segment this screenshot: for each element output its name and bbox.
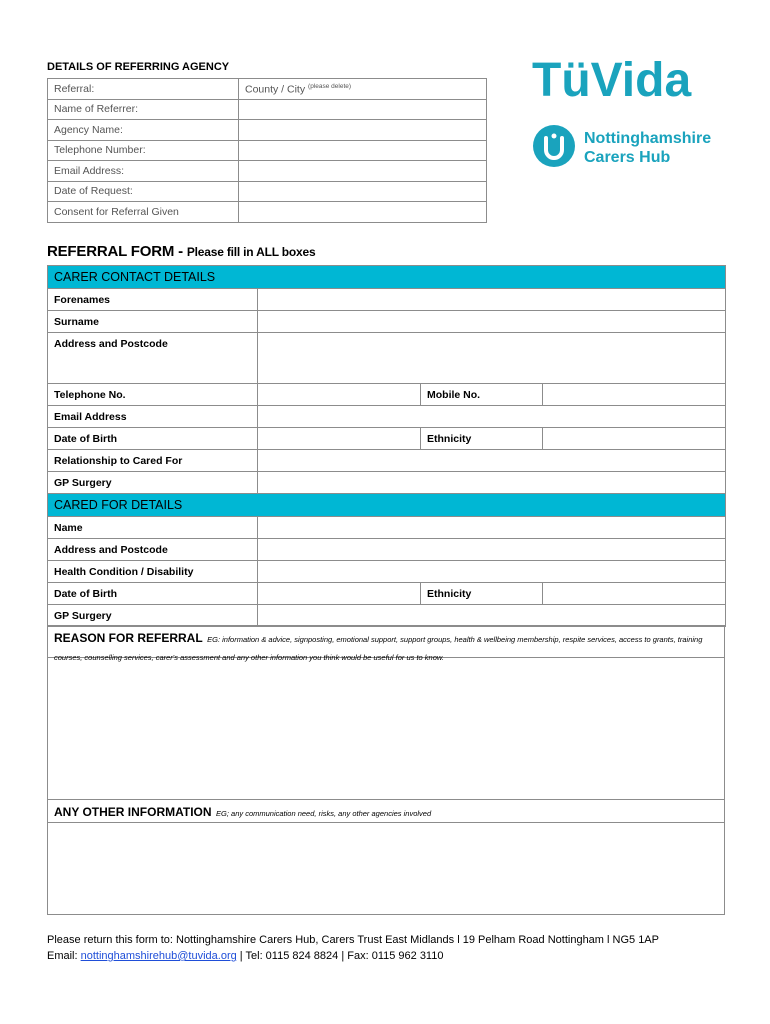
other-info-hint: EG; any communication need, risks, any other agencies involved xyxy=(216,809,432,818)
carer-ethnicity-field[interactable] xyxy=(543,428,726,450)
form-title-sub: Please fill in ALL boxes xyxy=(186,245,316,259)
carers-hub-logo xyxy=(532,122,732,172)
other-info-title: ANY OTHER INFORMATION xyxy=(54,805,212,819)
cared-address-label: Address and Postcode xyxy=(48,539,258,561)
other-info-header xyxy=(48,800,724,823)
hub-name-line2: Carers Hub xyxy=(584,149,671,166)
table-row xyxy=(48,99,487,120)
reason-section xyxy=(47,625,725,800)
carer-section-header: CARER CONTACT DETAILS xyxy=(48,266,726,289)
reason-header xyxy=(48,626,724,662)
referral-value: County / City xyxy=(245,83,306,95)
reason-textarea[interactable] xyxy=(48,658,724,799)
table-row xyxy=(48,202,487,223)
referral-label: Referral: xyxy=(48,79,239,100)
carer-telephone-field[interactable] xyxy=(258,384,421,406)
return-address: Please return this form to: Nottinghamshire Carers Hub, Carers Trust East Midlands l 19 Pelham Road Nottingham l NG5 1AP xyxy=(47,934,659,946)
table-row xyxy=(48,140,487,161)
cared-health-label: Health Condition / Disability xyxy=(48,561,258,583)
carer-forenames-field[interactable] xyxy=(258,289,726,311)
email-link[interactable]: nottinghamshirehub@tuvida.org xyxy=(80,950,237,962)
table-row xyxy=(48,181,487,202)
other-info-textarea[interactable] xyxy=(48,823,724,914)
email-field[interactable] xyxy=(239,161,487,182)
consent-label: Consent for Referral Given xyxy=(48,202,239,223)
agency-table xyxy=(47,78,487,223)
footer xyxy=(47,932,659,964)
referrer-name-label: Name of Referrer: xyxy=(48,99,239,120)
carer-address-label: Address and Postcode xyxy=(48,333,258,384)
carer-forenames-label: Forenames xyxy=(48,289,258,311)
agency-heading: DETAILS OF REFERRING AGENCY xyxy=(47,61,230,73)
carer-mobile-field[interactable] xyxy=(543,384,726,406)
referral-field[interactable] xyxy=(239,79,487,100)
cared-dob-label: Date of Birth xyxy=(48,583,258,605)
cared-gp-label: GP Surgery xyxy=(48,605,258,627)
tuvida-wordmark: TüVida xyxy=(532,54,692,107)
carer-relationship-field[interactable] xyxy=(258,450,726,472)
other-info-section xyxy=(47,799,725,915)
cared-ethnicity-field[interactable] xyxy=(543,583,726,605)
email-label: Email Address: xyxy=(48,161,239,182)
carer-gp-field[interactable] xyxy=(258,472,726,494)
tuvida-logo xyxy=(532,50,722,110)
carer-dob-label: Date of Birth xyxy=(48,428,258,450)
carer-mobile-label: Mobile No. xyxy=(421,384,543,406)
hub-name-line1: Nottinghamshire xyxy=(584,130,712,147)
cared-ethnicity-label: Ethnicity xyxy=(421,583,543,605)
cared-name-field[interactable] xyxy=(258,517,726,539)
consent-field[interactable] xyxy=(239,202,487,223)
carer-email-label: Email Address xyxy=(48,406,258,428)
email-prefix: Email: xyxy=(47,950,78,962)
telephone-field[interactable] xyxy=(239,140,487,161)
phone-fax: | Tel: 0115 824 8824 | Fax: 0115 962 3110 xyxy=(239,950,444,962)
cared-name-label: Name xyxy=(48,517,258,539)
reason-hint: EG: information & advice, signposting, emotional support, support groups, health & wellbeing membership, respite services, access to grants, training courses, counselling services, carer's assessment and any other information you think would be useful for us to know. xyxy=(54,635,703,662)
carer-gp-label: GP Surgery xyxy=(48,472,258,494)
cared-dob-field[interactable] xyxy=(258,583,421,605)
referral-note: (please delete) xyxy=(308,82,352,90)
form-title-main: REFERRAL FORM - xyxy=(47,243,183,260)
agency-name-label: Agency Name: xyxy=(48,120,239,141)
telephone-label: Telephone Number: xyxy=(48,140,239,161)
carer-surname-label: Surname xyxy=(48,311,258,333)
carer-address-field[interactable] xyxy=(258,333,726,384)
table-row xyxy=(48,79,487,100)
carer-email-field[interactable] xyxy=(258,406,726,428)
hub-circle-icon xyxy=(533,125,575,167)
cared-health-field[interactable] xyxy=(258,561,726,583)
cared-address-field[interactable] xyxy=(258,539,726,561)
carer-surname-field[interactable] xyxy=(258,311,726,333)
cared-section-header: CARED FOR DETAILS xyxy=(48,494,726,517)
request-date-label: Date of Request: xyxy=(48,181,239,202)
carer-dob-field[interactable] xyxy=(258,428,421,450)
cared-gp-field[interactable] xyxy=(258,605,726,627)
carer-relationship-label: Relationship to Cared For xyxy=(48,450,258,472)
contact-line xyxy=(47,948,659,964)
referral-form-table xyxy=(47,265,726,627)
request-date-field[interactable] xyxy=(239,181,487,202)
carer-telephone-label: Telephone No. xyxy=(48,384,258,406)
carer-ethnicity-label: Ethnicity xyxy=(421,428,543,450)
referrer-name-field[interactable] xyxy=(239,99,487,120)
table-row xyxy=(48,161,487,182)
table-row xyxy=(48,120,487,141)
form-title xyxy=(47,243,315,260)
reason-title: REASON FOR REFERRAL xyxy=(54,631,203,645)
agency-name-field[interactable] xyxy=(239,120,487,141)
